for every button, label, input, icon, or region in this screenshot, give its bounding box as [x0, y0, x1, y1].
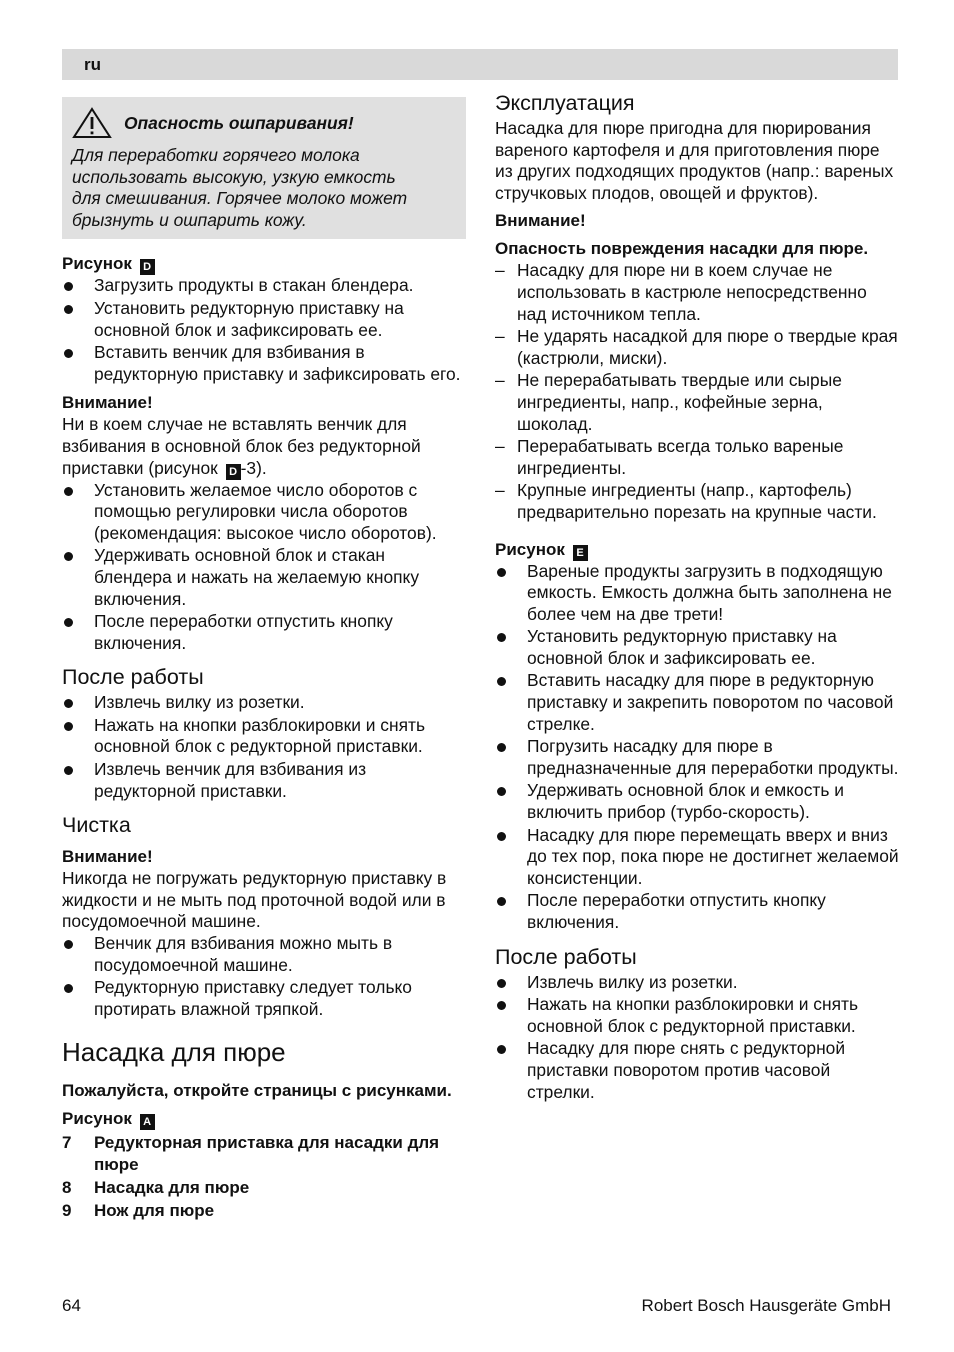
- figure-a-reference: [62, 1108, 466, 1130]
- list-item-text: Извлечь вилку из розетки.: [527, 971, 738, 992]
- bullet-dot-icon: [64, 722, 73, 731]
- cleaning-attention-label: Внимание!: [62, 847, 153, 867]
- cleaning-heading: Чистка: [62, 813, 131, 838]
- puree-steps-list: [495, 561, 899, 934]
- warning-line: использовать высокую, узкую емкость: [72, 166, 396, 187]
- bullet-dot-icon: [497, 1045, 506, 1054]
- list-item-text: Насадку для пюре перемещать вверх и вниз до тех пор, пока пюре не достигнет желаемой консистенции.: [527, 824, 899, 888]
- list-item: [495, 561, 899, 626]
- bullet-dot-icon: [497, 832, 506, 841]
- list-item-text: Установить редукторную приставку на основной блок и зафиксировать ее.: [527, 626, 837, 668]
- bullet-dot-icon: [497, 979, 506, 988]
- attention-text: [62, 414, 466, 479]
- figure-d-reference: [62, 253, 466, 275]
- bullet-dot-icon: [497, 677, 506, 686]
- figure-e-reference: [495, 539, 899, 561]
- list-item-text: Вставить венчик для взбивания в редукторную приставку и зафиксировать его.: [94, 342, 461, 384]
- figure-label: Рисунок: [495, 539, 565, 559]
- after-work-list: [62, 692, 466, 802]
- list-item: [62, 759, 466, 802]
- bullet-dot-icon: [64, 699, 73, 708]
- list-item: [495, 972, 899, 994]
- list-item-text: Установить редукторную приставку на основной блок и зафиксировать ее.: [94, 297, 404, 340]
- usage-heading: Эксплуатация: [495, 91, 635, 115]
- page-number: 64: [62, 1296, 81, 1315]
- bullet-dot-icon: [64, 552, 73, 561]
- bullet-dot-icon: [64, 305, 73, 314]
- part-text: Редукторная приставка для насадки для пюре: [94, 1133, 440, 1175]
- list-item-text: Удерживать основной блок и емкость и включить прибор (турбо-скорость).: [527, 780, 844, 823]
- list-item: [495, 326, 899, 369]
- list-item: [495, 480, 899, 523]
- list-item: [62, 715, 466, 758]
- bullet-dot-icon: [64, 618, 73, 627]
- warning-title: Опасность ошпаривания!: [124, 112, 354, 133]
- warning-line: брызнуть и ошпарить кожу.: [72, 209, 307, 230]
- list-item-text: Не перерабатывать твердые или сырые ингредиенты, напр., кофейные зерна, шоколад.: [517, 370, 842, 434]
- list-item: [495, 994, 899, 1037]
- bullet-dot-icon: [64, 984, 73, 993]
- steps-list-2: [62, 480, 466, 655]
- list-item-text: После переработки отпустить кнопку включения.: [527, 890, 826, 932]
- list-item-text: Крупные ингредиенты (напр., картофель) предварительно порезать на крупные части.: [517, 480, 877, 522]
- attention-text-part: -3).: [240, 457, 267, 478]
- list-item: [495, 370, 899, 435]
- list-item-text: Насадку для пюре снять с редукторной приставки поворотом против часовой стрелки.: [527, 1038, 846, 1102]
- list-item-text: Погрузить насадку для пюре в предназначенные для переработки продукты.: [527, 736, 899, 778]
- warning-triangle-icon: [72, 107, 112, 139]
- figure-d-badge: D: [140, 259, 155, 275]
- parts-list: [62, 1132, 466, 1222]
- usage-text: Насадка для пюре пригодна для пюрирования вареного картофеля и для приготовления пюре из других подходящих продуктов (напр.: вареных стручковых плодов, овощей и фруктов).: [495, 118, 894, 203]
- list-item: [62, 298, 466, 341]
- bullet-dot-icon: [64, 487, 73, 496]
- bullet-dot-icon: [64, 282, 73, 291]
- list-item-text: Перерабатывать всегда только вареные ингредиенты.: [517, 436, 844, 478]
- figure-a-badge: A: [140, 1114, 155, 1130]
- warning-text: [72, 145, 456, 231]
- header-bar: [62, 49, 898, 80]
- figure-e-badge: E: [573, 545, 588, 561]
- list-item: [495, 436, 899, 479]
- list-item: [495, 260, 899, 325]
- bullet-dot-icon: [497, 743, 506, 752]
- list-item-text: Удерживать основной блок и стакан блендера и нажать на желаемую кнопку включения.: [94, 545, 420, 609]
- steps-list-1: [62, 275, 466, 385]
- list-item: [495, 670, 899, 735]
- right-after-work-heading: После работы: [495, 944, 637, 969]
- bullet-dot-icon: [497, 633, 506, 642]
- left-column: [62, 97, 466, 1223]
- bullet-dot-icon: [497, 787, 506, 796]
- dash-marker: –: [495, 260, 505, 281]
- list-item: [495, 890, 899, 933]
- list-item-text: Вставить насадку для пюре в редукторную приставку и закрепить поворотом по часовой стрелке.: [527, 670, 894, 734]
- list-item: [62, 977, 466, 1020]
- bullet-dot-icon: [64, 940, 73, 949]
- list-item-text: Извлечь венчик для взбивания из редукторной приставки.: [94, 759, 367, 801]
- bullet-dot-icon: [64, 766, 73, 775]
- list-item: [495, 736, 899, 779]
- cleaning-attention-text: Никогда не погружать редукторную приставку в жидкости и не мыть под проточной водой или в посудомоечной машине.: [62, 868, 447, 932]
- list-item: [62, 933, 466, 976]
- dash-marker: –: [495, 480, 505, 501]
- attention-text-part: Ни в коем случае не вставлять венчик для взбивания в основной блок без редукторной приставки (рисунок: [62, 414, 421, 478]
- list-item: [62, 342, 466, 385]
- part-item: [62, 1200, 466, 1222]
- list-item-text: Не ударять насадкой для пюре о твердые края (кастрюли, миски).: [517, 326, 898, 368]
- list-item: [62, 692, 466, 714]
- warning-box: [62, 97, 466, 239]
- list-item: [495, 780, 899, 823]
- part-item: [62, 1177, 466, 1199]
- part-text: Насадка для пюре: [94, 1178, 250, 1198]
- list-item: [62, 275, 466, 297]
- list-item-text: Нажать на кнопки разблокировки и снять основной блок с редукторной приставки.: [94, 714, 426, 757]
- right-column: [495, 91, 899, 1104]
- part-number: 8: [62, 1178, 72, 1198]
- bullet-dot-icon: [497, 1001, 506, 1010]
- part-text: Нож для пюре: [94, 1201, 215, 1221]
- list-item: [495, 1038, 899, 1103]
- bullet-dot-icon: [64, 349, 73, 358]
- dash-marker: –: [495, 326, 505, 347]
- dash-marker: –: [495, 370, 505, 391]
- list-item-text: После переработки отпустить кнопку включения.: [94, 611, 393, 653]
- list-item-text: Вареные продукты загрузить в подходящую емкость. Емкость должна быть заполнена не более чем на две трети!: [527, 560, 892, 624]
- list-item-text: Загрузить продукты в стакан блендера.: [94, 275, 414, 296]
- language-code: ru: [84, 55, 101, 74]
- figure-label: Рисунок: [62, 254, 132, 274]
- list-item: [495, 626, 899, 669]
- list-item: [495, 825, 899, 890]
- caution-dash-list: [495, 260, 899, 523]
- bullet-dot-icon: [497, 568, 506, 577]
- warning-header: [72, 107, 456, 139]
- list-item-text: Извлечь вилку из розетки.: [94, 692, 305, 713]
- after-work-heading: После работы: [62, 665, 204, 690]
- puree-attachment-heading: Насадка для пюре: [62, 1037, 286, 1068]
- damage-danger-label: Опасность повреждения насадки для пюре.: [495, 239, 869, 259]
- bullet-dot-icon: [497, 897, 506, 906]
- cleaning-list: [62, 933, 466, 1020]
- figure-d-badge-inline: D: [226, 464, 241, 480]
- part-item: [62, 1132, 466, 1176]
- list-item-text: Насадку для пюре ни в коем случае не использовать в кастрюле непосредственно над источником тепла.: [517, 260, 867, 324]
- list-item: [62, 545, 466, 610]
- warning-line: Для переработки горячего молока: [72, 145, 360, 165]
- list-item-text: Нажать на кнопки разблокировки и снять основной блок с редукторной приставки.: [527, 994, 859, 1036]
- part-number: 9: [62, 1201, 72, 1221]
- list-item-text: Редукторную приставку следует только протирать влажной тряпкой.: [94, 977, 412, 1019]
- warning-line: для смешивания. Горячее молоко может: [72, 188, 408, 209]
- attention-label: Внимание!: [62, 393, 153, 413]
- list-item: [62, 611, 466, 654]
- list-item-text: Установить желаемое число оборотов с помощью регулировки числа оборотов (рекомендация: высокое число оборотов).: [94, 479, 437, 543]
- right-after-work-list: [495, 972, 899, 1104]
- figure-label: Рисунок: [62, 1109, 132, 1129]
- list-item: [62, 480, 466, 545]
- company-name: Robert Bosch Hausgeräte GmbH: [641, 1296, 891, 1315]
- usage-attention-label: Внимание!: [495, 211, 586, 231]
- part-number: 7: [62, 1133, 72, 1153]
- list-item-text: Венчик для взбивания можно мыть в посудомоечной машине.: [94, 933, 393, 975]
- open-pages-note: Пожалуйста, откройте страницы с рисунками.: [62, 1081, 452, 1101]
- dash-marker: –: [495, 436, 505, 457]
